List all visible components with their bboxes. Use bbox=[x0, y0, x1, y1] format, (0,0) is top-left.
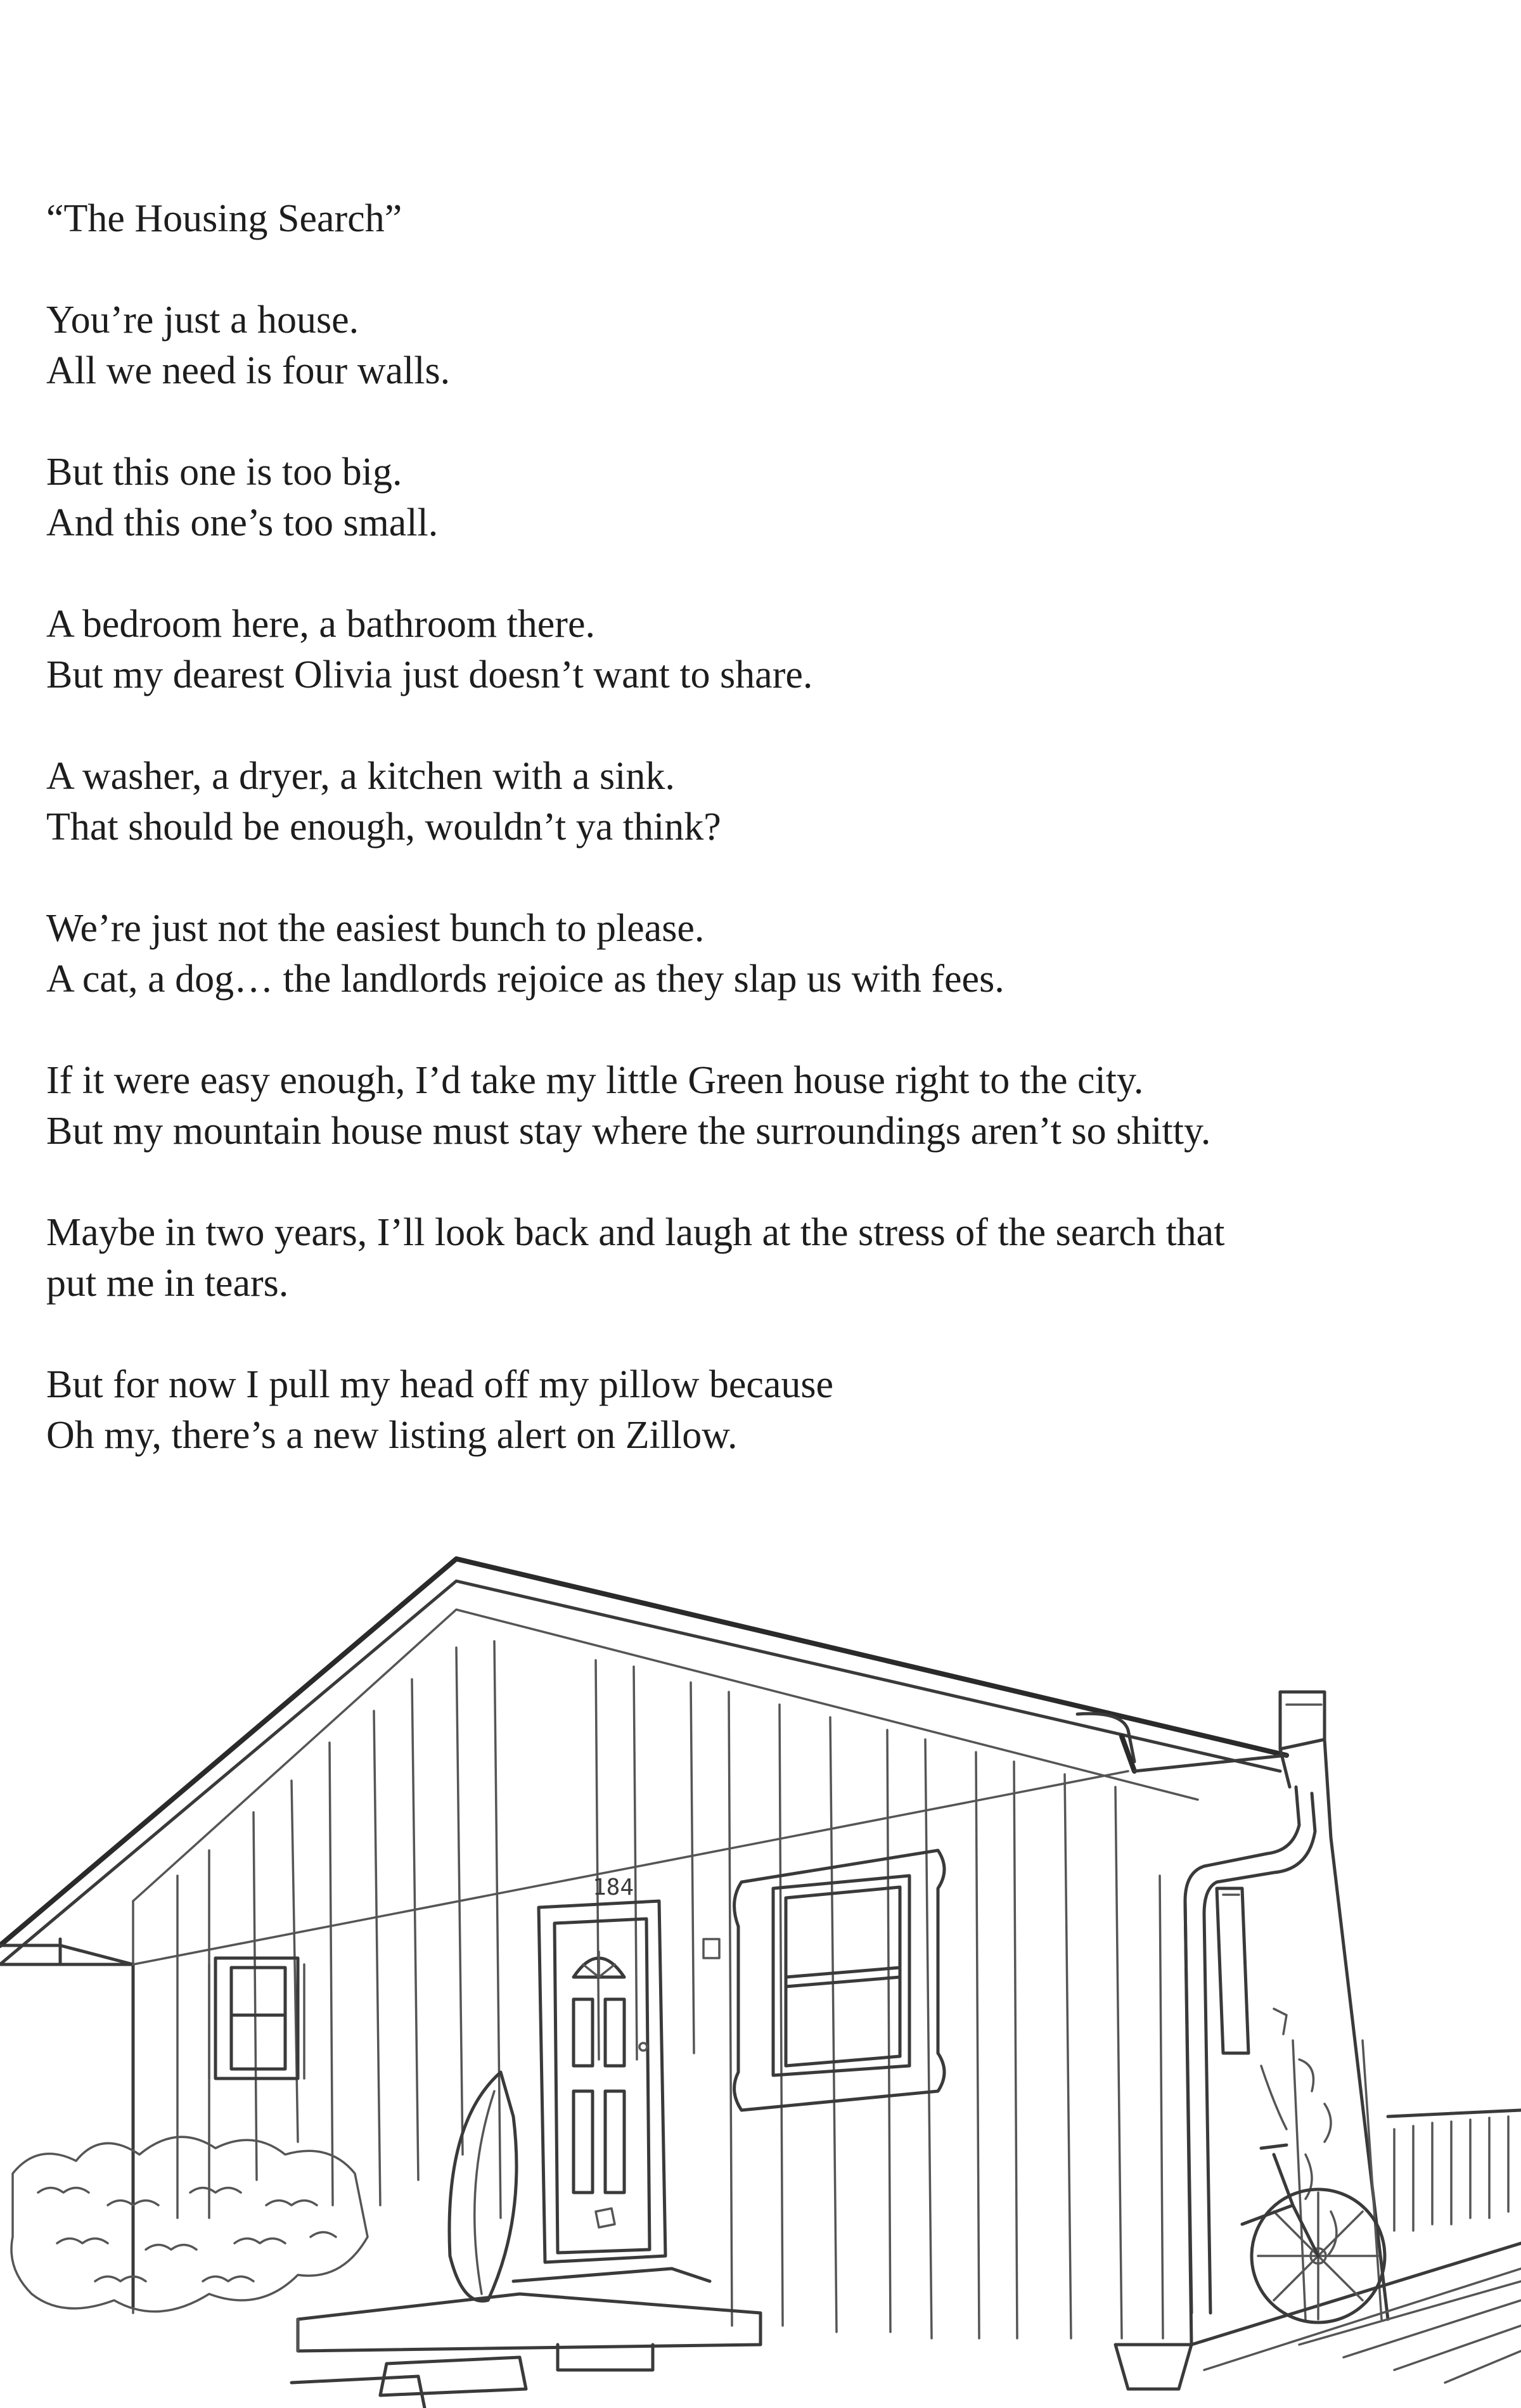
roof bbox=[0, 1559, 1287, 2313]
flower-pot bbox=[1115, 2345, 1191, 2389]
poem-line: But my dearest Olivia just doesn’t want to share. bbox=[46, 653, 813, 696]
stanza bbox=[46, 751, 1472, 852]
poem-line: Maybe in two years, I’ll look back and laugh at the stress of the search that bbox=[46, 1211, 1225, 1254]
poem-line: All we need is four walls. bbox=[46, 349, 451, 392]
poem-line: put me in tears. bbox=[46, 1262, 289, 1305]
siding bbox=[177, 1641, 1163, 2338]
poem-line: A cat, a dog… the landlords rejoice as they slap us with fees. bbox=[46, 957, 1004, 1001]
deck bbox=[1191, 2110, 1521, 2383]
gutter bbox=[1077, 1713, 1287, 1771]
stanza bbox=[46, 903, 1472, 1004]
poem-line: A washer, a dryer, a kitchen with a sink. bbox=[46, 755, 675, 798]
house-number: 184 bbox=[593, 1874, 634, 1900]
poem-line: And this one’s too small. bbox=[46, 501, 439, 544]
poem-line: Oh my, there’s a new listing alert on Zillow. bbox=[46, 1414, 738, 1457]
poem-line: You’re just a house. bbox=[46, 298, 359, 342]
stanza bbox=[46, 1359, 1472, 1461]
bushes bbox=[11, 2137, 368, 2312]
side-porch bbox=[1217, 1888, 1382, 2319]
stanza bbox=[46, 1207, 1472, 1309]
poem-line: But for now I pull my head off my pillow because bbox=[46, 1363, 834, 1406]
stanza bbox=[46, 1055, 1472, 1156]
stanza bbox=[46, 447, 1472, 548]
poem-line: But this one is too big. bbox=[46, 451, 402, 494]
poem-line: A bedroom here, a bathroom there. bbox=[46, 603, 595, 646]
poem-title: “The Housing Search” bbox=[46, 197, 402, 240]
porch-steps bbox=[292, 2269, 760, 2408]
right-window bbox=[735, 1850, 944, 2110]
surfboard bbox=[449, 2072, 517, 2301]
stanza bbox=[46, 295, 1472, 396]
stanza bbox=[46, 599, 1472, 700]
poem-line: If it were easy enough, I’d take my little Green house right to the city. bbox=[46, 1059, 1144, 1102]
poem bbox=[46, 193, 1472, 1511]
poem-line: But my mountain house must stay where the surroundings aren’t so shitty. bbox=[46, 1110, 1211, 1153]
poem-line: That should be enough, wouldn’t ya think? bbox=[46, 805, 721, 849]
poem-line: We’re just not the easiest bunch to please. bbox=[46, 907, 705, 950]
house-sketch bbox=[0, 1521, 1521, 2408]
